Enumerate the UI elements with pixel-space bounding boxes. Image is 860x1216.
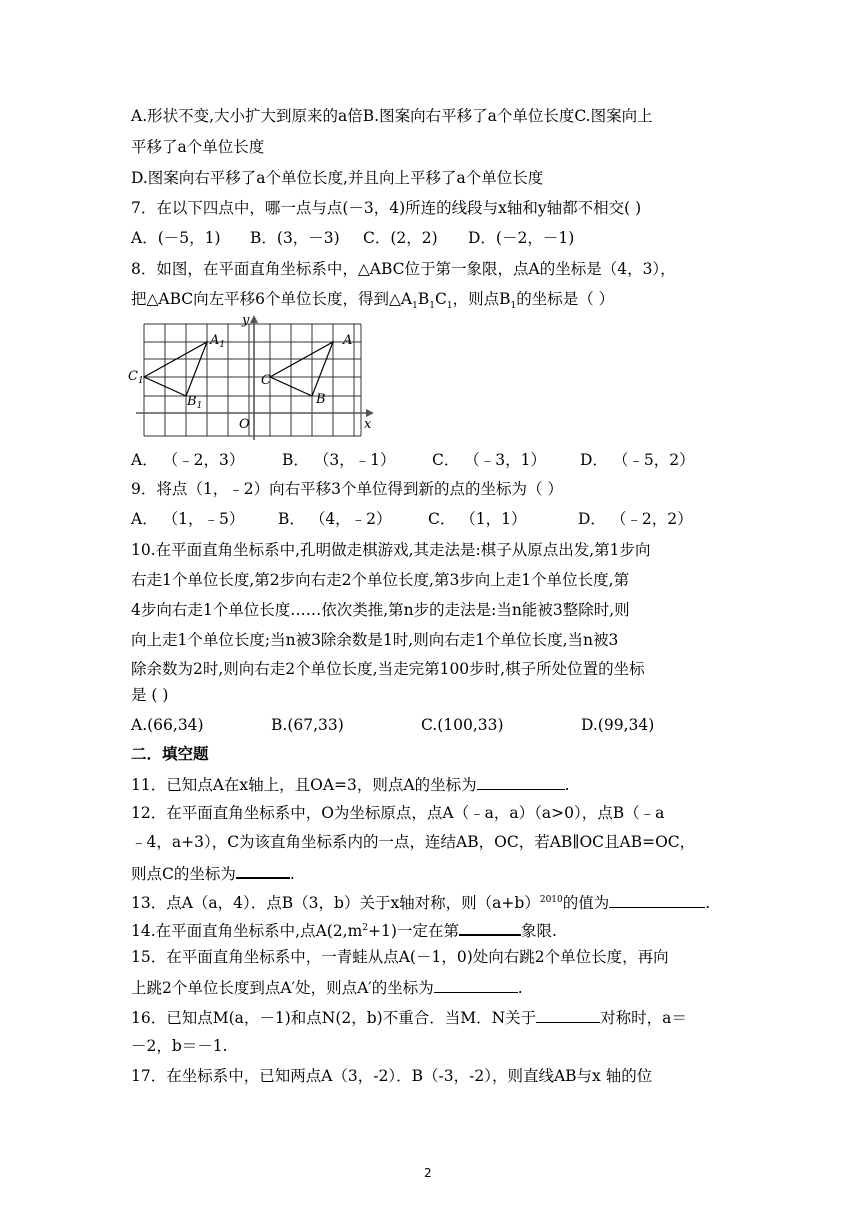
answer-blank[interactable] xyxy=(236,861,290,879)
text: 对称时，a＝ xyxy=(600,1009,687,1027)
superscript: 2 xyxy=(362,923,369,933)
text: 上跳2个单位长度到点A′处，则点A′的坐标为 xyxy=(131,979,434,997)
question-8: 8．如图，在平面直角坐标系中，△ABC位于第一象限，点A的坐标是（4，3）， xyxy=(131,260,676,278)
label-b: B xyxy=(316,392,326,407)
page-number: 2 xyxy=(424,1166,432,1180)
text: 则点C的坐标为 xyxy=(131,865,236,883)
option: A． （1，﹣5） xyxy=(131,510,245,528)
subscript: 1 xyxy=(510,301,517,312)
text: +1)一定在第 xyxy=(368,922,459,941)
option: A.(66,34) xyxy=(131,716,204,734)
label-a1: $A_1$ xyxy=(210,333,226,350)
subscript: 1 xyxy=(446,301,453,312)
triangle-abc xyxy=(270,342,333,396)
question-10: 10.在平面直角坐标系中,孔明做走棋游戏,其走法是:棋子从原点出发,第1步向 xyxy=(131,541,651,559)
axis-label-x: x xyxy=(364,417,372,432)
text: 象限. xyxy=(520,922,557,941)
question-10-cont: 4步向右走1个单位长度……依次类推,第n步的走法是:当n能被3整除时,则 xyxy=(131,601,630,619)
text: 11．已知点A在x轴上，且OA=3，则点A的坐标为 xyxy=(131,776,477,794)
options-q7 xyxy=(131,228,574,248)
option: A．(－5，1) xyxy=(131,229,221,247)
answer-blank[interactable] xyxy=(536,1006,600,1023)
options-q9 xyxy=(131,509,693,529)
option: B．(3，－3) xyxy=(250,229,340,247)
option-line-q6-cont: 平移了a个单位长度 xyxy=(131,138,265,156)
answer-blank[interactable] xyxy=(434,976,518,993)
options-q10 xyxy=(131,715,654,735)
option: A． （﹣2，3） xyxy=(131,451,245,469)
question-12-cont xyxy=(131,861,295,884)
question-7: 7．在以下四点中，哪一点与点(－3，4)所连的线段与x轴和y轴都不相交( ) xyxy=(131,199,642,217)
option: C．(2，2) xyxy=(363,229,438,247)
subscript: 1 xyxy=(429,301,435,312)
question-10-cont: 向上走1个单位长度;当n被3除余数是1时,则向右走1个单位长度,当n被3 xyxy=(131,631,619,649)
question-10-cont: 是 ( ) xyxy=(131,686,169,704)
question-16 xyxy=(131,1006,687,1028)
question-10-cont: 除余数为2时,则向右走2个单位长度,当走完第100步时,棋子所处位置的坐标 xyxy=(131,660,645,678)
option: C． （﹣3，1） xyxy=(432,451,547,469)
option-line-q6: A.形状不变,大小扩大到原来的a倍B.图案向右平移了a个单位长度C.图案向上 xyxy=(131,107,653,125)
section-heading: 二．填空题 xyxy=(131,744,209,763)
question-13 xyxy=(131,890,710,913)
text: 13．点A（a，4）．点B（3，b）关于x轴对称，则（a+b） xyxy=(131,894,540,913)
option: D．(－2，－1) xyxy=(468,229,575,247)
question-16-cont: －2，b＝－1. xyxy=(131,1037,228,1055)
question-9: 9．将点（1，﹣2）向右平移3个单位得到新的点的坐标为（ ） xyxy=(131,480,563,498)
option: B.(67,33) xyxy=(271,716,344,734)
grid xyxy=(144,324,361,436)
text: C xyxy=(435,290,447,308)
question-12: 12．在平面直角坐标系中，O为坐标原点，点A（﹣a，a）（a>0），点B（﹣a xyxy=(131,804,665,822)
question-15: 15．在平面直角坐标系中，一青蛙从点A(－1，0)处向右跳2个单位长度，再向 xyxy=(131,948,669,966)
label-c1: $C_1$ xyxy=(128,369,144,386)
label-a: A xyxy=(343,333,353,348)
option: D.(99,34) xyxy=(581,716,655,734)
label-b1: $B_1$ xyxy=(187,394,203,411)
option: B． （4，﹣2） xyxy=(278,510,392,528)
origin-label: O xyxy=(239,417,250,432)
option: D． （﹣2，2） xyxy=(578,510,693,528)
question-11 xyxy=(131,773,570,795)
option: D． （﹣5，2） xyxy=(580,451,695,469)
option: C.(100,33) xyxy=(421,716,504,734)
answer-blank[interactable] xyxy=(477,773,565,790)
answer-blank[interactable] xyxy=(609,891,705,908)
question-14 xyxy=(131,918,557,941)
question-15-cont xyxy=(131,976,523,998)
text: 的坐标是（ ） xyxy=(516,290,615,308)
options-q8 xyxy=(131,450,695,470)
text: 把△ABC向左平移6个单位长度，得到△A xyxy=(131,290,413,308)
text: 的值为 xyxy=(562,894,610,913)
subscript: 1 xyxy=(412,301,418,312)
answer-blank[interactable] xyxy=(459,918,521,936)
y-axis-arrow-icon xyxy=(250,315,258,323)
superscript: 2010 xyxy=(539,895,563,905)
question-12-cont: ﹣4，a+3），C为该直角坐标系内的一点，连结AB，OC，若AB∥OC且AB=OC， xyxy=(131,833,696,851)
text: 16．已知点M(a，－1)和点N(2，b)不重合．当M．N关于 xyxy=(131,1009,537,1027)
option: C． （1，1） xyxy=(428,510,527,528)
text: . xyxy=(705,894,711,913)
text: . xyxy=(289,865,295,883)
text: ，则点B xyxy=(452,290,511,308)
axis-label-y: y xyxy=(242,313,250,328)
option: B． （3，﹣1） xyxy=(282,451,396,469)
text: 14.在平面直角坐标系中,点A(2,m xyxy=(131,922,363,941)
question-10-cont: 右走1个单位长度,第2步向右走2个单位长度,第3步向上走1个单位长度,第 xyxy=(131,571,630,589)
option-d-q6: D.图案向右平移了a个单位长度,并且向上平移了a个单位长度 xyxy=(131,169,544,187)
triangle-a1b1c1 xyxy=(144,342,207,396)
coordinate-figure xyxy=(124,312,380,444)
label-c: C xyxy=(261,373,271,388)
question-17: 17．在坐标系中，已知两点A（3，-2）．B（-3，-2），则直线AB与x 轴的位 xyxy=(131,1067,653,1085)
text: . xyxy=(564,776,570,794)
text: . xyxy=(517,979,523,997)
text: B xyxy=(417,290,430,308)
x-axis-arrow-icon xyxy=(366,409,374,417)
